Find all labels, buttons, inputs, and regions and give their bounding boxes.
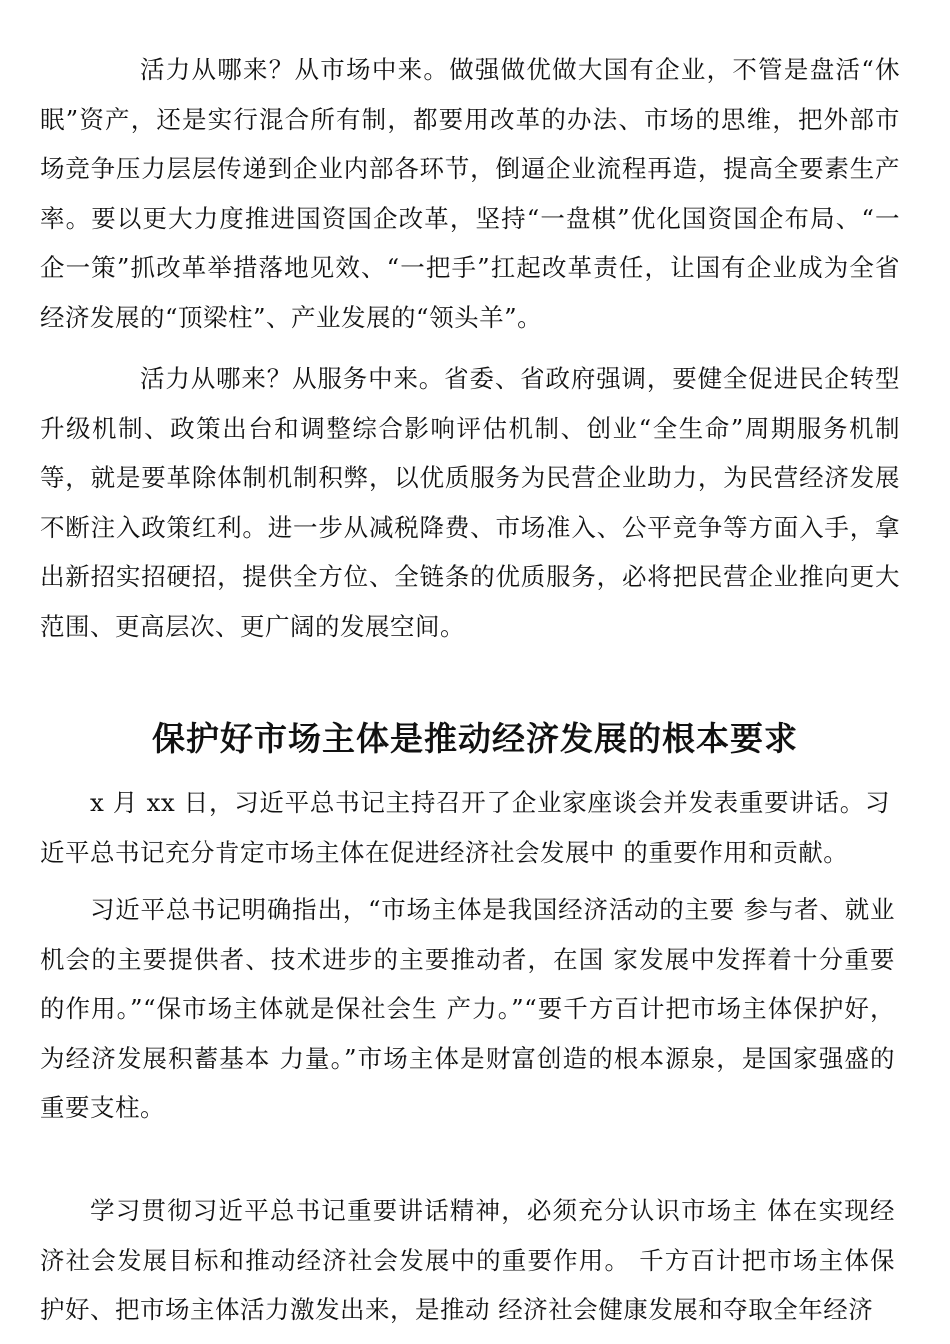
paragraph-vitality-market: 活力从哪来？从市场中来。做强做优做大国有企业，不管是盘活“休眠”资产，还是实行混合所有制，都要用改革的办法、市场的思维，把外部市场竞争压力层层传递到企业内部各环节，倒逼企业流程再造，提高全要素生产率。要以更大力度推进国资国企改革，坚持“一盘棋”优化国资国企布局、“一企一策”抓改革举措落地见效、“一把手”扛起改革责任，让国有企业成为全省经济发展的“顶梁柱”、产业发展的“领头羊”。 — [40, 55, 900, 332]
paragraph-symposium: x 月 xx 日，习近平总书记主持召开了企业家座谈会并发表重要讲话。习近平总书记充分肯定市场主体在促进经济社会发展中 的重要作用和贡献。 — [40, 788, 890, 867]
paragraph-vitality-service: 活力从哪来？从服务中来。省委、省政府强调，要健全促进民企转型升级机制、政策出台和调整综合影响评估机制、创业“全生命”周期服务机制等，就是要革除体制机制积弊，以优质服务为民营企业助力，为民营经济发展不断注入政策红利。进一步从减税降费、市场准入、公平竞争等方面入手，拿出新招实招硬招，提供全方位、全链条的优质服务，必将把民营企业推向更大范围、更高层次、更广阔的发展空间。 — [40, 364, 900, 641]
paragraph-study-spirit: 学习贯彻习近平总书记重要讲话精神，必须充分认识市场主 体在实现经济社会发展目标和推动经济社会发展中的重要作用。 千方百计把市场主体保护好、把市场主体活力激发出来，是推动 经济社会健康发展和夺取全年经济 — [40, 1196, 895, 1324]
section-title: 保护好市场主体是推动经济发展的根本要求 — [152, 719, 798, 758]
paragraph-market-entities-quote: 习近平总书记明确指出，“市场主体是我国经济活动的主要 参与者、就业机会的主要提供者、技术进步的主要推动者，在国 家发展中发挥着十分重要的作用。”“保市场主体就是保社会生 产力。”“要千方百计把市场主体保护好，为经济发展积蓄基本 力量。”市场主体是财富创造的根本源泉，是国家强盛的重要支柱。 — [40, 895, 895, 1122]
